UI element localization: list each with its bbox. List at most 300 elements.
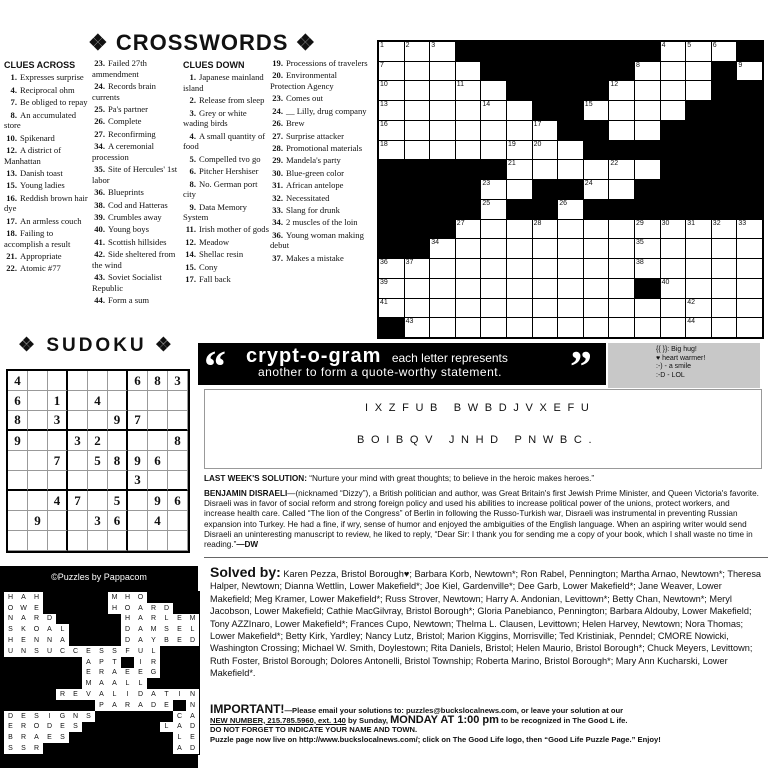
crossword-cell[interactable]	[558, 259, 583, 278]
crossword-cell[interactable]	[558, 299, 583, 318]
solution-block	[4, 678, 17, 689]
sudoku-cell[interactable]	[8, 511, 28, 531]
crossword-cell[interactable]	[635, 239, 660, 258]
solution-block	[69, 743, 82, 754]
clue-item	[92, 272, 182, 293]
sudoku-cell[interactable]	[148, 531, 168, 551]
crossword-cell[interactable]	[609, 239, 634, 258]
crossword-cell[interactable]	[609, 279, 634, 298]
crossword-cell[interactable]	[481, 121, 506, 140]
crossword-cell[interactable]	[379, 141, 404, 160]
solution-letter: F	[121, 646, 134, 657]
solution-bio: —(nicknamed “Dizzy”), a British politician and author, was Great Britain's first Jewish Prime Minister, and Queen Victoria's favorite. Disraeli was in favor of social reform and strong foreign policy and used his abilities to increase political power of the unions, protect workers, and increase health care. Called “The lion of the Congress” of Berlin in following the Russo-Turkish war, Disraeli was instrumental in preventing Russian expansion into Turkey. He had a fine, if wry, sense of humor and enjoyed the ambiguities of the English language. When an aspiring writer would send Disraeli an uninteresting manuscript to review, he liked to reply, “Dear Sir: I thank you for sending me a copy of your book, which I shall waste no time in reading.”	[204, 489, 759, 550]
crossword-cell[interactable]	[635, 259, 660, 278]
sudoku-cell[interactable]	[168, 471, 188, 491]
crossword-cell[interactable]	[507, 279, 532, 298]
crossword-cell[interactable]	[456, 141, 481, 160]
crossword-cell[interactable]	[456, 62, 481, 81]
clue-text: Young boys	[108, 224, 149, 235]
sudoku-cell[interactable]	[108, 471, 128, 491]
crossword-cell[interactable]	[533, 121, 558, 140]
clue-item	[183, 95, 271, 106]
crossword-cell[interactable]	[507, 318, 532, 337]
crossword-cell[interactable]	[481, 101, 506, 120]
crossword-cell[interactable]	[686, 318, 711, 337]
sudoku-cell[interactable]	[28, 471, 48, 491]
crossword-cell[interactable]	[507, 160, 532, 179]
sudoku-cell[interactable]	[168, 511, 188, 531]
crossword-cell[interactable]	[379, 259, 404, 278]
crossword-block	[456, 160, 481, 179]
solution-block	[82, 743, 95, 754]
crossword-cell[interactable]	[712, 42, 737, 61]
clue-number: 34.	[272, 217, 283, 228]
quote-open-icon: “	[204, 342, 226, 391]
sudoku-cell[interactable]	[128, 531, 148, 551]
sudoku-cell[interactable]	[28, 491, 48, 511]
sudoku-cell[interactable]	[8, 531, 28, 551]
clue-number: 31.	[272, 180, 283, 191]
sudoku-cell[interactable]	[168, 411, 188, 431]
solution-block	[134, 732, 147, 743]
sudoku-cell: 4	[8, 371, 28, 391]
crossword-block	[379, 180, 404, 199]
crossword-cell[interactable]	[533, 279, 558, 298]
crossword-cell[interactable]	[507, 239, 532, 258]
sudoku-cell[interactable]	[68, 411, 88, 431]
crossword-cell[interactable]	[558, 318, 583, 337]
clue-text: Surprise attacker	[286, 130, 344, 141]
solved-by-label: Solved by:	[210, 564, 281, 580]
sudoku-cell[interactable]	[48, 471, 68, 491]
crossword-cell[interactable]	[737, 259, 762, 278]
sudoku-cell[interactable]	[68, 451, 88, 471]
crossword-cell[interactable]	[533, 239, 558, 258]
crossword-cell[interactable]	[430, 279, 455, 298]
sudoku-cell[interactable]	[168, 531, 188, 551]
crossword-cell[interactable]	[507, 259, 532, 278]
crossword-cell[interactable]	[609, 81, 634, 100]
solution-letter: S	[30, 646, 43, 657]
crossword-cell[interactable]	[712, 299, 737, 318]
solution-block	[173, 603, 186, 614]
crossword-cell[interactable]	[533, 220, 558, 239]
sudoku-cell[interactable]	[128, 391, 148, 411]
crossword-cell[interactable]	[609, 220, 634, 239]
sudoku-cell[interactable]	[8, 451, 28, 471]
clue-number: 12.	[6, 144, 17, 155]
crossword-cell[interactable]	[609, 299, 634, 318]
clue-item	[183, 131, 271, 152]
crossword-cell[interactable]	[405, 318, 430, 337]
solution-letter: E	[173, 614, 186, 625]
crossword-cell[interactable]	[635, 62, 660, 81]
crossword-cell[interactable]	[430, 42, 455, 61]
crossword-cell[interactable]	[609, 160, 634, 179]
solution-letter: E	[160, 700, 173, 711]
solution-block	[147, 592, 160, 603]
clue-text: Records brain currents	[92, 80, 156, 102]
crossword-cell[interactable]	[430, 239, 455, 258]
crossword-cell[interactable]	[558, 220, 583, 239]
solution-letter: L	[160, 614, 173, 625]
crossword-block	[379, 200, 404, 219]
crossword-cell[interactable]	[405, 81, 430, 100]
crossword-block	[635, 141, 660, 160]
sudoku-cell[interactable]	[48, 531, 68, 551]
solution-label: LAST WEEK'S SOLUTION:	[204, 474, 307, 483]
crossword-cell[interactable]	[507, 121, 532, 140]
crossword-cell[interactable]	[686, 279, 711, 298]
crossword-cell[interactable]	[661, 42, 686, 61]
crossword-cell[interactable]	[661, 239, 686, 258]
crossword-cell[interactable]	[686, 299, 711, 318]
crossword-cell[interactable]	[686, 42, 711, 61]
solution-block	[43, 603, 56, 614]
sudoku-cell[interactable]	[88, 371, 108, 391]
crossword-cell[interactable]	[405, 141, 430, 160]
solution-letter: A	[95, 689, 108, 700]
crossword-cell[interactable]	[456, 81, 481, 100]
crossword-cell[interactable]	[379, 81, 404, 100]
crossword-cell[interactable]	[635, 318, 660, 337]
cell-number: 13	[380, 101, 388, 109]
crossword-cell[interactable]	[533, 259, 558, 278]
crossword-cell[interactable]	[661, 299, 686, 318]
solution-letter: O	[30, 722, 43, 733]
crossword-cell[interactable]	[481, 239, 506, 258]
crossword-cell[interactable]	[430, 259, 455, 278]
sudoku-cell[interactable]	[108, 531, 128, 551]
crossword-cell[interactable]	[456, 259, 481, 278]
crossword-cell[interactable]	[635, 101, 660, 120]
crossword-block	[737, 180, 762, 199]
crossword-block	[686, 180, 711, 199]
crossword-cell[interactable]	[507, 299, 532, 318]
crossword-cell[interactable]	[430, 121, 455, 140]
cell-number: 2	[405, 42, 410, 49]
crossword-cell[interactable]	[456, 318, 481, 337]
cell-number: 31	[687, 219, 695, 227]
solution-letter: D	[121, 624, 134, 635]
crossword-cell[interactable]	[737, 299, 762, 318]
sudoku-cell[interactable]	[148, 471, 168, 491]
crossword-cell[interactable]	[584, 180, 609, 199]
solution-block	[69, 603, 82, 614]
crossword-cell[interactable]	[456, 101, 481, 120]
clue-text: Brew	[286, 118, 305, 129]
crossword-cell[interactable]	[661, 220, 686, 239]
sudoku-cell[interactable]	[128, 511, 148, 531]
crossword-cell[interactable]	[405, 299, 430, 318]
solution-block	[43, 592, 56, 603]
crossword-cell[interactable]	[584, 299, 609, 318]
sudoku-cell[interactable]	[68, 511, 88, 531]
solution-letter: V	[82, 689, 95, 700]
crossword-cell[interactable]	[661, 318, 686, 337]
sudoku-cell: 3	[128, 471, 148, 491]
crossword-cell[interactable]	[661, 101, 686, 120]
crossword-cell[interactable]	[481, 180, 506, 199]
crossword-cell[interactable]	[481, 141, 506, 160]
sudoku-cell[interactable]	[48, 431, 68, 451]
crossword-cell[interactable]	[686, 239, 711, 258]
crossword-cell[interactable]	[686, 62, 711, 81]
crossword-cell[interactable]	[712, 220, 737, 239]
crossword-cell[interactable]	[507, 141, 532, 160]
crossword-block	[533, 62, 558, 81]
crossword-cell[interactable]	[584, 220, 609, 239]
crossword-cell[interactable]	[635, 220, 660, 239]
crossword-cell[interactable]	[558, 279, 583, 298]
important-line1: —Please email your solutions to: puzzles@buckslocalnews.com, or leave your solution at our	[284, 706, 624, 715]
crossword-cell[interactable]	[609, 121, 634, 140]
crossword-cell[interactable]	[430, 62, 455, 81]
solution-block	[95, 614, 108, 625]
crossword-cell[interactable]	[737, 318, 762, 337]
cell-number: 44	[687, 318, 695, 326]
sudoku-cell[interactable]	[28, 531, 48, 551]
solution-block	[69, 732, 82, 743]
clue-number: 26.	[272, 118, 283, 129]
crossword-cell[interactable]	[609, 101, 634, 120]
clue-number: 23.	[272, 93, 283, 104]
crossword-cell[interactable]	[430, 141, 455, 160]
sudoku-cell[interactable]	[108, 391, 128, 411]
solution-letter: A	[30, 732, 43, 743]
crossword-cell[interactable]	[481, 318, 506, 337]
sudoku-cell[interactable]	[28, 391, 48, 411]
crossword-cell[interactable]	[533, 299, 558, 318]
crossword-cell[interactable]	[609, 318, 634, 337]
crossword-cell[interactable]	[507, 180, 532, 199]
clue-text: Scottish hillsides	[108, 236, 167, 247]
solution-letter: N	[69, 711, 82, 722]
clue-item	[183, 179, 271, 200]
crossword-block	[584, 141, 609, 160]
sudoku-cell[interactable]	[28, 431, 48, 451]
sudoku-cell: 9	[8, 431, 28, 451]
sudoku-cell[interactable]	[148, 431, 168, 451]
sudoku-cell[interactable]	[128, 431, 148, 451]
crossword-block	[533, 42, 558, 61]
crossword-cell[interactable]	[737, 220, 762, 239]
crossword-cell[interactable]	[533, 318, 558, 337]
crossword-cell[interactable]	[737, 239, 762, 258]
crossword-cell[interactable]	[379, 101, 404, 120]
sudoku-cell[interactable]	[108, 431, 128, 451]
crossword-cell[interactable]	[635, 81, 660, 100]
crossword-cell[interactable]	[456, 220, 481, 239]
crossword-cell[interactable]	[456, 279, 481, 298]
sudoku-cell[interactable]	[48, 511, 68, 531]
crossword-cell[interactable]	[430, 299, 455, 318]
clue-item	[4, 110, 94, 131]
solution-letter: R	[121, 700, 134, 711]
solution-block	[121, 732, 134, 743]
crossword-cell[interactable]	[481, 220, 506, 239]
legend-line: :-) - a smile	[656, 363, 691, 371]
crossword-cell[interactable]	[737, 279, 762, 298]
sudoku-cell[interactable]	[28, 451, 48, 471]
solution-block	[69, 624, 82, 635]
crossword-cell[interactable]	[712, 239, 737, 258]
clue-item	[270, 106, 370, 117]
solution-block	[108, 722, 121, 733]
crossword-cell[interactable]	[584, 101, 609, 120]
crossword-block	[737, 160, 762, 179]
crossword-cell[interactable]	[456, 121, 481, 140]
crossword-cell[interactable]	[558, 141, 583, 160]
sudoku-cell[interactable]	[168, 391, 188, 411]
solution-letter: A	[134, 624, 147, 635]
sudoku-cell[interactable]	[68, 371, 88, 391]
crossword-cell[interactable]	[405, 42, 430, 61]
cell-number: 22	[610, 160, 619, 168]
crossword-cell[interactable]	[481, 259, 506, 278]
solved-by	[210, 566, 762, 680]
sudoku-cell[interactable]	[88, 411, 108, 431]
solution-letter: A	[134, 635, 147, 646]
crossword-cell[interactable]	[712, 318, 737, 337]
sudoku-cell[interactable]	[68, 391, 88, 411]
clue-item	[92, 58, 182, 79]
clue-item	[92, 200, 182, 211]
crossword-cell[interactable]	[379, 299, 404, 318]
crossword-cell[interactable]	[507, 101, 532, 120]
crossword-cell[interactable]	[584, 259, 609, 278]
sudoku-cell[interactable]	[48, 371, 68, 391]
crossword-cell[interactable]	[558, 200, 583, 219]
clues-across-header: CLUES ACROSS	[4, 60, 76, 70]
clue-number: 38.	[94, 199, 105, 210]
crossword-cell[interactable]	[661, 81, 686, 100]
sudoku-cell[interactable]	[88, 491, 108, 511]
crossword-cell[interactable]	[405, 279, 430, 298]
crossword-cell[interactable]	[661, 259, 686, 278]
crossword-cell[interactable]	[686, 259, 711, 278]
crossword-cell[interactable]	[712, 259, 737, 278]
solved-by-names: Karen Pezza, Bristol Borough♥; Barbara Korb, Newtown*; Ron Rabel, Pennington; Martha Arnao, Newtown*; Theresa Halper, Newtown; Dianna Wettlin, Lower Makefield*; Joe Kiel, Gardenville*; Dee Garb, Lower Makefield*; Jane Weaver, Lower Makefield; Meg Kramer, Lower Makefield*; Russ Strover, Newtown; Harry A. Andonian, Levittown*; Betty Chan, Newtown*; Meryl Jacobson, Lower Makefield; Cathie MacGilvray, Bristol Borough*; Gloria Panebianco, Pennington; Barbara Aldouby, Lower Makefield; Tony AZZInaro, Lower Makefield*; Frances Cupo, Newtown; Thelma L. Clausen, Levittown; Helen Harvey, Newtown; Nora Thomas; Lower Makefield*; Betty Kirk, Yardley; Nancy Lutz, Bristol; Marion Kiggins, Morrisville; Ted Kristiniak, Penndel; CMORE Nowicki, Washington Crossing; Michael W. Smith, Doylestown; Rita Daniels, Bristol; Helen Maurio, Bristol Borough*; Chuck Meyers, Levittown; Ruth Foster, Bristol Borough; Dolores Antonelli, Bristol Township; Roberta Marino, Bristol Borough*; Mary Ann Kucharski, Lower Makefield*.	[210, 569, 762, 679]
solution-letter: S	[4, 624, 17, 635]
solution-letter: D	[186, 722, 199, 733]
crossword-cell[interactable]	[558, 160, 583, 179]
crossword-cell[interactable]	[558, 239, 583, 258]
solution-block	[121, 711, 134, 722]
crossword-cell[interactable]	[584, 279, 609, 298]
crossword-cell[interactable]	[507, 220, 532, 239]
sudoku-cell[interactable]	[148, 391, 168, 411]
crossword-cell[interactable]	[661, 279, 686, 298]
crossword-block	[533, 101, 558, 120]
crossword-cell[interactable]	[379, 62, 404, 81]
clue-text: Compelled tvo go	[199, 153, 261, 164]
crossword-cell[interactable]	[456, 299, 481, 318]
solution-block	[108, 732, 121, 743]
sudoku-cell[interactable]	[8, 491, 28, 511]
cell-number: 42	[687, 298, 695, 306]
crossword-cell[interactable]	[481, 81, 506, 100]
solution-letter: A	[82, 657, 95, 668]
crossword-cell[interactable]	[635, 121, 660, 140]
crossword-cell[interactable]	[430, 101, 455, 120]
crossword-cell[interactable]	[533, 141, 558, 160]
crossword-cell[interactable]	[686, 220, 711, 239]
solution-block	[69, 700, 82, 711]
clue-text: Soviet Socialist Republic	[92, 272, 162, 293]
legend-line: :-D - LOL	[656, 371, 685, 379]
crossword-cell[interactable]	[481, 279, 506, 298]
crossword-block	[661, 141, 686, 160]
solution-letter: K	[17, 624, 30, 635]
solution-letter: E	[173, 624, 186, 635]
solution-block	[147, 711, 160, 722]
solution-letter: I	[134, 657, 147, 668]
sudoku-cell[interactable]	[108, 371, 128, 391]
crossword-cell[interactable]	[456, 239, 481, 258]
crossword-cell[interactable]	[379, 42, 404, 61]
crossword-cell[interactable]	[737, 62, 762, 81]
crossword-cell[interactable]	[481, 200, 506, 219]
solution-letter: N	[43, 635, 56, 646]
solution-letter: Y	[147, 635, 160, 646]
sudoku-cell[interactable]	[168, 451, 188, 471]
sudoku-cell[interactable]	[68, 531, 88, 551]
crossword-cell[interactable]	[481, 299, 506, 318]
solution-block	[160, 732, 173, 743]
clue-item	[92, 237, 182, 248]
solution-block	[82, 603, 95, 614]
solution-letter: C	[69, 646, 82, 657]
clue-text: Danish toast	[20, 167, 63, 178]
sudoku-cell[interactable]	[148, 411, 168, 431]
sudoku-cell[interactable]	[68, 471, 88, 491]
crossword-cell[interactable]	[405, 259, 430, 278]
crossword-cell[interactable]	[635, 299, 660, 318]
clue-item	[183, 108, 271, 129]
crossword-cell[interactable]	[405, 121, 430, 140]
crossword-cell[interactable]	[686, 81, 711, 100]
crossword-cell[interactable]	[609, 180, 634, 199]
sudoku-cell[interactable]	[28, 411, 48, 431]
solution-letter: A	[95, 678, 108, 689]
crossword-cell[interactable]	[405, 62, 430, 81]
clue-text: Atomic #77	[20, 263, 61, 274]
clue-number: 21.	[6, 251, 17, 262]
solution-block	[4, 700, 17, 711]
crossword-cell[interactable]	[533, 160, 558, 179]
crossword-cell[interactable]	[379, 279, 404, 298]
sudoku-cell[interactable]	[28, 371, 48, 391]
sudoku-cell[interactable]	[88, 531, 108, 551]
crossword-cell[interactable]	[430, 81, 455, 100]
crossword-cell[interactable]	[712, 279, 737, 298]
crossword-cell[interactable]	[584, 160, 609, 179]
crossword-cell[interactable]	[609, 259, 634, 278]
crossword-cell[interactable]	[635, 160, 660, 179]
crossword-cell[interactable]	[584, 318, 609, 337]
sudoku-cell[interactable]	[8, 471, 28, 491]
crossword-cell[interactable]	[430, 318, 455, 337]
crossword-cell[interactable]	[661, 62, 686, 81]
sudoku-cell[interactable]	[88, 471, 108, 491]
cell-number: 6	[712, 42, 717, 49]
sudoku-cell[interactable]	[128, 491, 148, 511]
crossword-cell[interactable]	[584, 239, 609, 258]
crossword-cell[interactable]	[379, 121, 404, 140]
crossword-cell[interactable]	[405, 101, 430, 120]
crossword-block	[584, 121, 609, 140]
